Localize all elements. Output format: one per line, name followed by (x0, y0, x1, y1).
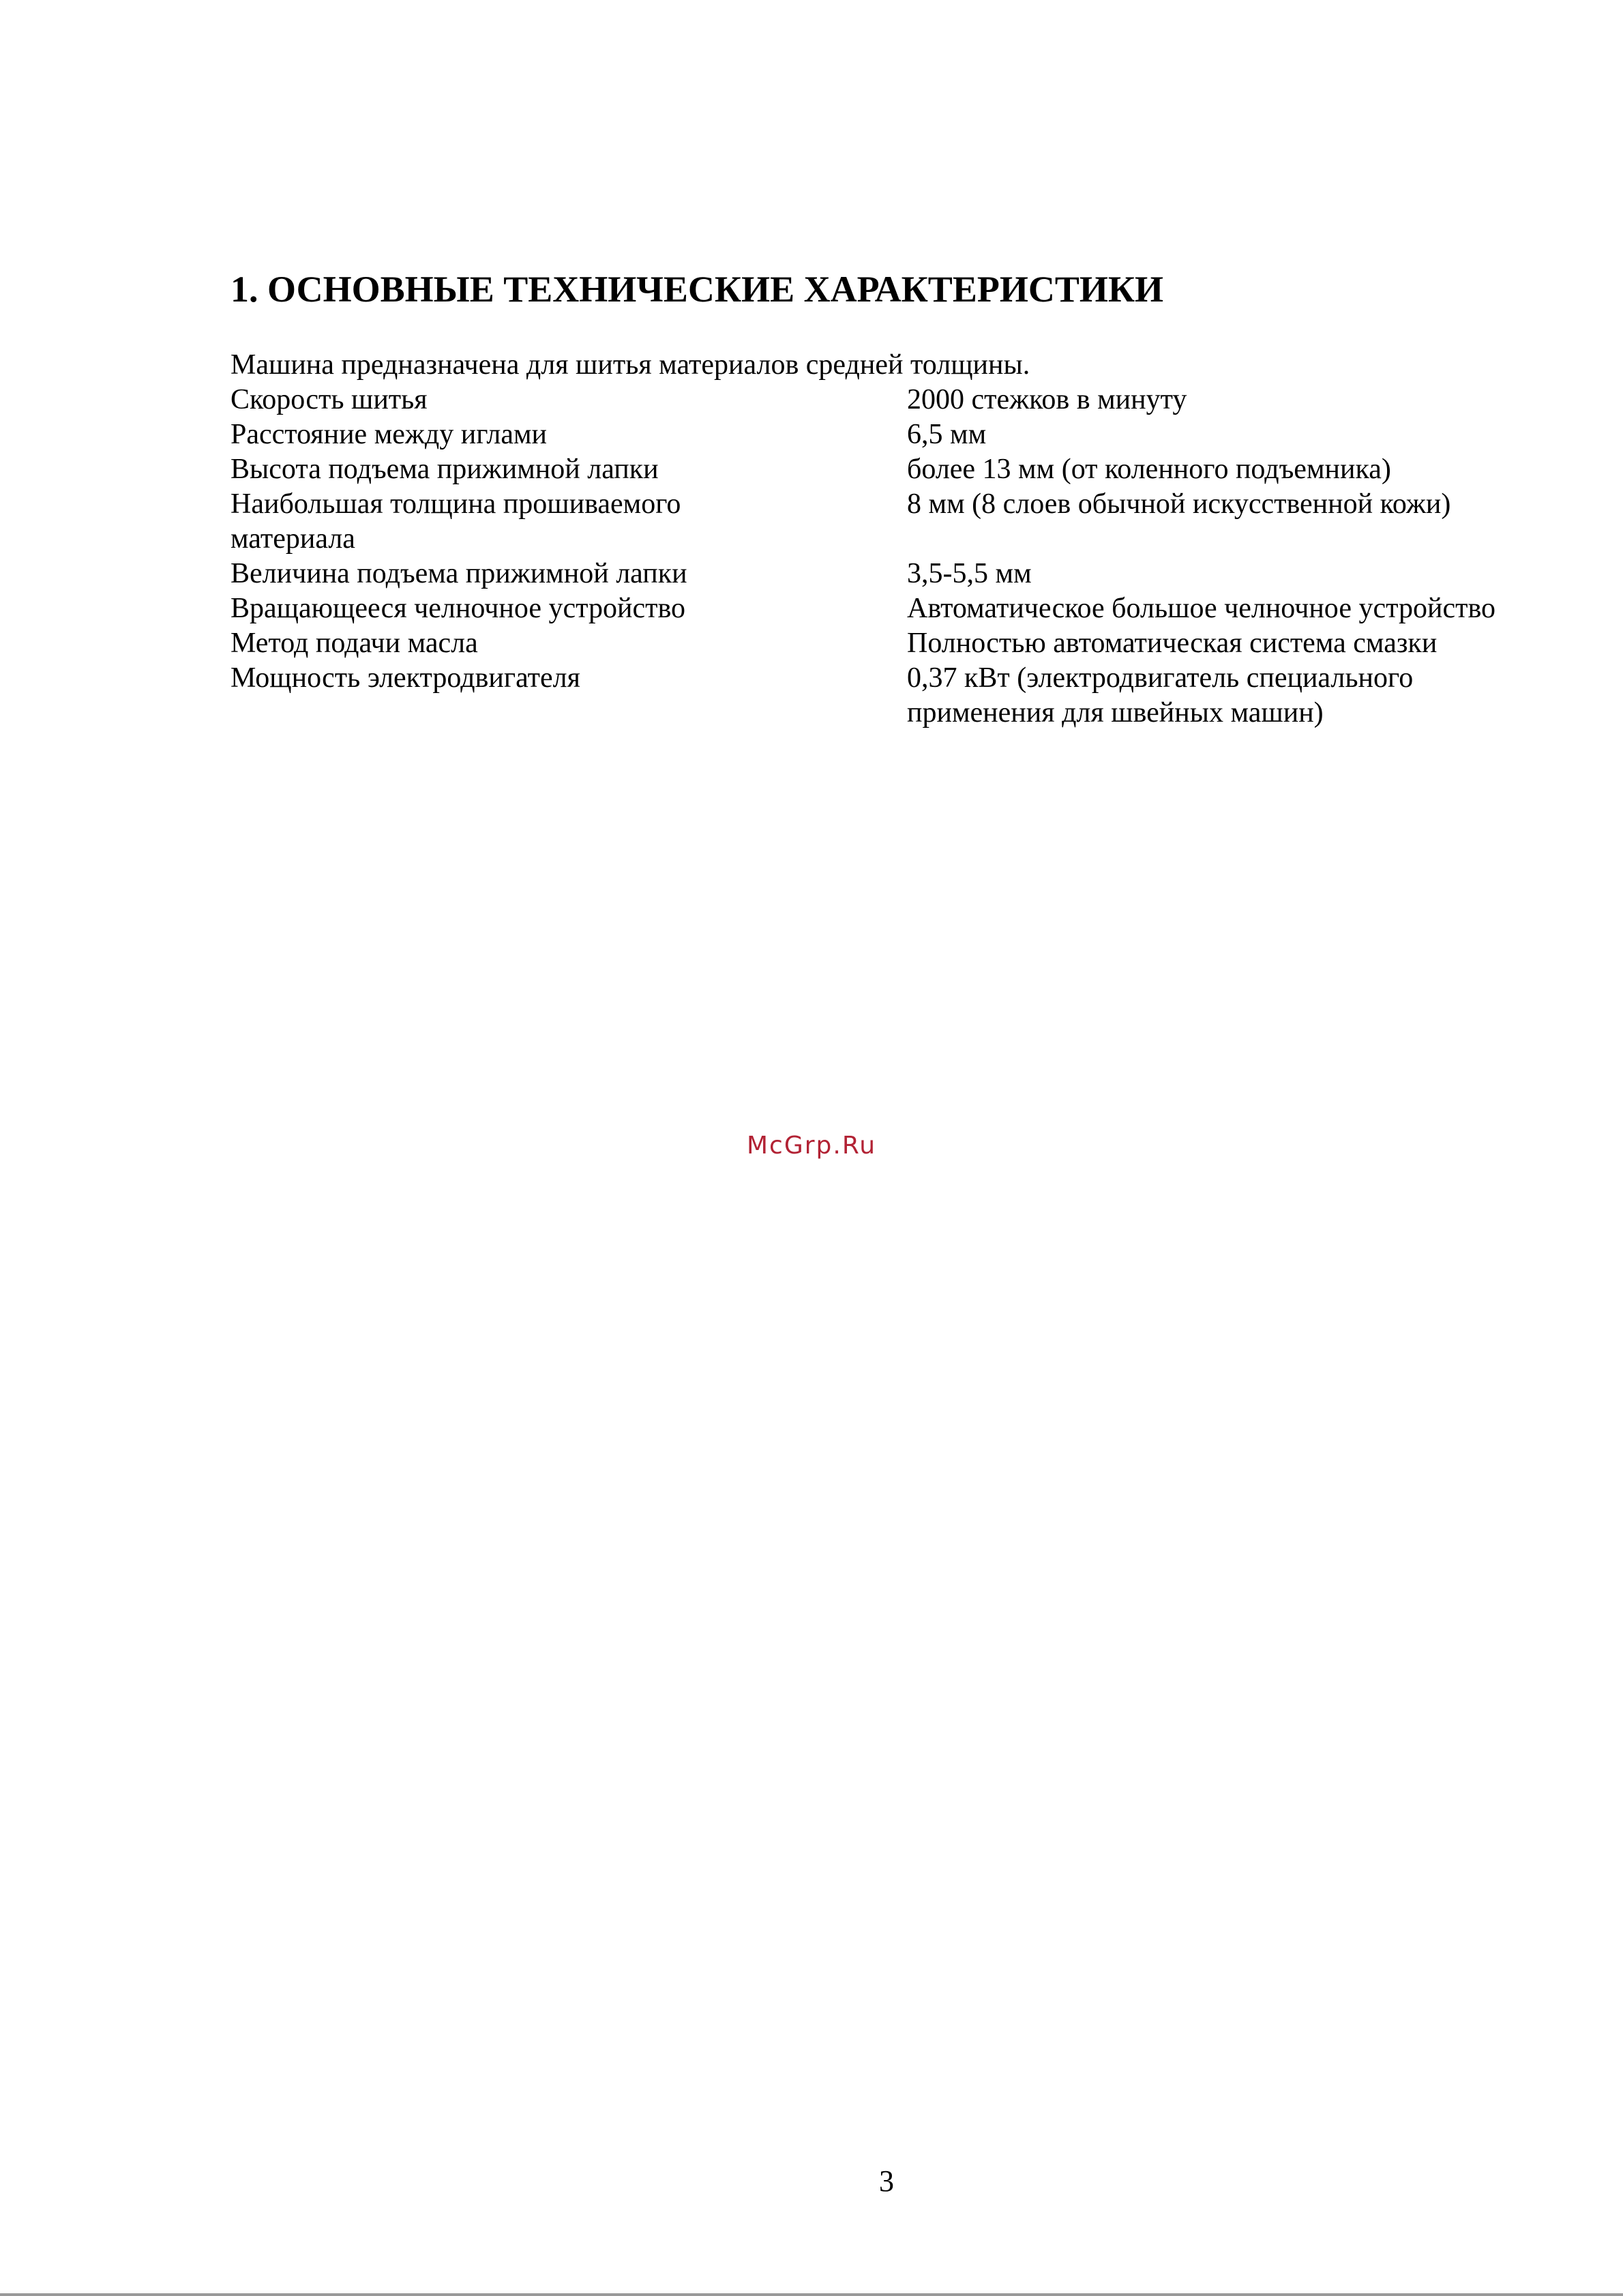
spec-label: Метод подачи масла (230, 628, 478, 659)
page-number: 3 (879, 2164, 894, 2198)
spec-label: Расстояние между иглами (230, 419, 548, 450)
specifications-table (230, 383, 1553, 731)
spec-label: Скорость шитья (230, 384, 428, 415)
intro-paragraph: Машина предназначена для шитья материалов средней толщины. (230, 349, 1030, 381)
spec-row-max-material-thickness (230, 487, 1553, 557)
spec-value: 6,5 мм (907, 419, 987, 450)
spec-label: Величина подъема прижимной лапки (230, 558, 687, 589)
watermark: McGrp.Ru (746, 1132, 877, 1160)
spec-value: Полностью автоматическая система смазки (907, 628, 1438, 659)
spec-label: Наибольшая толщина прошиваемого материала (230, 488, 681, 555)
spec-row-presser-foot-lift-amount (230, 557, 1553, 591)
spec-row-sewing-speed (230, 383, 1553, 417)
page-bottom-edge (0, 2293, 1623, 2296)
spec-value: более 13 мм (от коленного подъемника) (907, 454, 1391, 485)
section-heading: 1. ОСНОВНЫЕ ТЕХНИЧЕСКИЕ ХАРАКТЕРИСТИКИ (230, 269, 1164, 310)
spec-label: Мощность электродвигателя (230, 662, 580, 694)
spec-value: 3,5-5,5 мм (907, 558, 1032, 589)
spec-row-presser-foot-lift-height (230, 452, 1553, 487)
spec-value: 2000 стежков в минуту (907, 384, 1187, 415)
spec-label: Вращающееся челночное устройство (230, 593, 686, 624)
spec-row-motor-power (230, 661, 1553, 731)
spec-row-lubrication-method (230, 626, 1553, 661)
spec-value: 0,37 кВт (электродвигатель специального применения для швейных машин) (907, 662, 1414, 728)
spec-label: Высота подъема прижимной лапки (230, 454, 659, 485)
spec-row-rotary-hook (230, 591, 1553, 626)
spec-value: 8 мм (8 слоев обычной искусственной кожи) (907, 488, 1451, 520)
spec-value: Автоматическое большое челночное устройство (907, 593, 1495, 624)
spec-row-needle-distance (230, 417, 1553, 452)
